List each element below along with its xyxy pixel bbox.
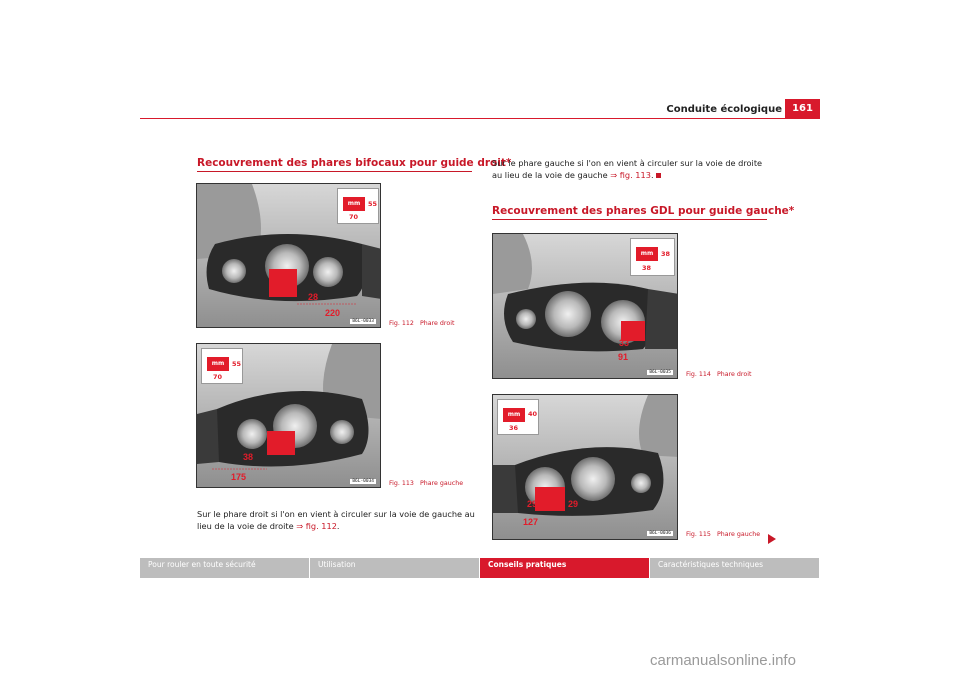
caption-number: Fig. 113 [389, 480, 414, 487]
mm-horizontal: 70 [213, 373, 223, 381]
figure-code: B6L-0036 [649, 531, 671, 536]
figure-code: B6L-0035 [649, 370, 671, 375]
dim-horizontal: 220 [325, 308, 341, 318]
mm-square: mm [636, 247, 658, 261]
caption-fig-112 [389, 320, 454, 327]
mm-legend [201, 348, 243, 384]
caption-text: Phare droit [716, 371, 752, 378]
mm-legend [497, 399, 539, 435]
mm-vertical: 55 [368, 200, 378, 208]
mask-square [269, 269, 297, 297]
dim-vertical: 28 [308, 292, 319, 302]
figure-reference-link[interactable]: ⇒ fig. 113 [610, 170, 651, 180]
caption-number: Fig. 114 [686, 371, 711, 378]
watermark: carmanualsonline.info [650, 652, 796, 669]
mm-legend [337, 188, 379, 224]
figure-115 [492, 394, 678, 540]
paragraph-end: . [336, 521, 340, 531]
caption-number: Fig. 112 [389, 320, 414, 327]
body-paragraph-right-headlight [197, 508, 477, 532]
end-of-section-mark [656, 173, 661, 178]
caption-fig-115 [686, 531, 760, 538]
dim-horizontal: 175 [231, 472, 247, 482]
caption-fig-114 [686, 371, 751, 378]
footer-tab-conseils[interactable]: Conseils pratiques [480, 558, 650, 578]
dim-horizontal: 127 [523, 517, 539, 527]
figure-code: B6L-0034 [352, 479, 374, 484]
figure-113 [196, 343, 381, 488]
mm-vertical: 55 [232, 360, 242, 368]
mm-horizontal: 70 [349, 213, 359, 221]
footer-tab-securite[interactable]: Pour rouler en toute sécurité [140, 558, 310, 578]
section-rule [492, 219, 767, 220]
dim-vertical: 33 [619, 338, 630, 348]
mm-square: mm [503, 408, 525, 422]
caption-number: Fig. 115 [686, 531, 711, 538]
paragraph-end: . [650, 170, 654, 180]
mm-square: mm [343, 197, 365, 211]
paragraph-text: Sur le phare gauche si l'on en vient à circuler sur la voie de droite au lieu de la voie de gauche [492, 158, 763, 180]
continue-arrow-icon [768, 534, 776, 544]
mask-square [535, 487, 565, 511]
figure-reference-link[interactable]: ⇒ fig. 112 [296, 521, 337, 531]
section-title-gdl: Recouvrement des phares GDL pour guide gauche* [492, 205, 795, 217]
dim-vertical-left: 29 [527, 499, 538, 509]
mm-square: mm [207, 357, 229, 371]
header-rule [140, 118, 820, 119]
paragraph-text: Sur le phare droit si l'on en vient à circuler sur la voie de gauche au lieu de la voie de droite [197, 509, 475, 531]
caption-fig-113 [389, 480, 463, 487]
figure-112 [196, 183, 381, 328]
running-header-title: Conduite écologique [666, 104, 782, 115]
section-rule [197, 171, 472, 172]
mask-square [267, 431, 295, 455]
caption-text: Phare gauche [419, 480, 464, 487]
dim-vertical: 38 [243, 452, 254, 462]
mm-horizontal: 38 [642, 264, 652, 272]
dim-horizontal: 91 [618, 352, 629, 362]
footer-tab-caracteristiques[interactable]: Caractéristiques techniques [650, 558, 820, 578]
mm-horizontal: 36 [509, 424, 519, 432]
mm-vertical: 38 [661, 250, 671, 258]
mm-vertical: 40 [528, 410, 538, 418]
footer-tab-utilisation[interactable]: Utilisation [310, 558, 480, 578]
footer-nav [140, 558, 820, 578]
mm-legend [630, 238, 675, 276]
body-paragraph-left-headlight [492, 157, 772, 181]
dim-vertical-right: 29 [568, 499, 579, 509]
section-title-bifocal: Recouvrement des phares bifocaux pour guide droit* [197, 157, 512, 169]
figure-code: B6L-0033 [352, 319, 374, 324]
caption-text: Phare droit [419, 320, 455, 327]
caption-text: Phare gauche [716, 531, 761, 538]
page-number: 161 [785, 99, 820, 119]
figure-114 [492, 233, 678, 379]
